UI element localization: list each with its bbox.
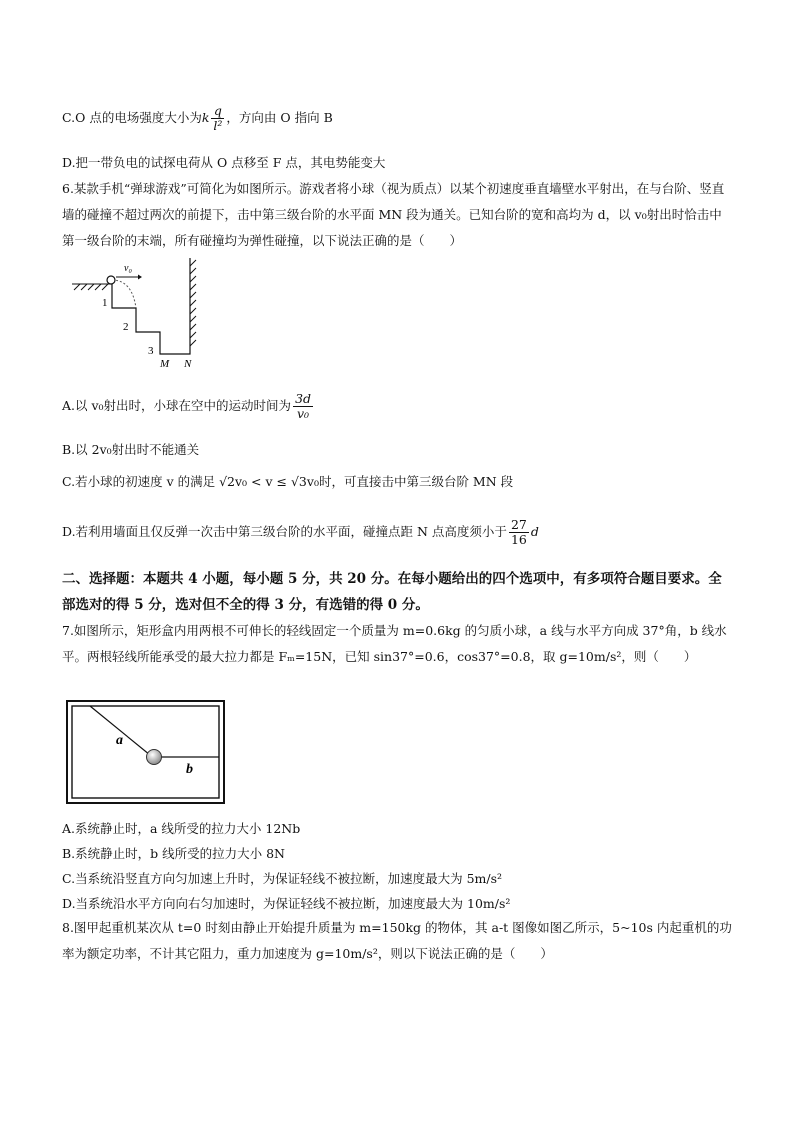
label-step-1: 1 (102, 297, 108, 309)
q6-option-c: C.若小球的初速度 v 的满足 √2v₀ < v ≤ √3v₀时，可直接击中第三级台阶 MN 段 (62, 474, 514, 489)
ball (107, 276, 115, 284)
label-N: N (184, 358, 192, 370)
q5-option-c-denominator: l² (213, 118, 223, 133)
wall-hatching (190, 260, 196, 346)
label-step-3: 3 (148, 345, 154, 357)
q5-option-c-numerator: q (211, 104, 224, 119)
q7-figure-box (66, 700, 226, 806)
q6-option-d-numerator: 27 (510, 517, 527, 532)
q7-option-a: A.系统静止时，a 线所受的拉力大小 12Nb (62, 821, 301, 836)
q5-option-c-direction: ，方向由 O 指向 B (226, 110, 333, 125)
label-b: b (186, 762, 193, 777)
q6-option-d-text: D.若利用墙面且仅反弹一次击中第三级台阶的水平面，碰撞点距 N 点高度须小于 (62, 524, 507, 539)
ball-7 (147, 750, 162, 765)
q5-option-c-text: C.O 点的电场强度大小为 (62, 110, 202, 125)
label-v0: v₀ (124, 263, 132, 274)
q8-stem: 8.图甲起重机某次从 t=0 时刻由静止开始提升质量为 m=150kg 的物体，其 a-t 图像如图乙所示，5~10s 内起重机的功率为额定功率，不计其它阻力，重力加速度为 g=10m/s²，则以下说法正确的是（ ） (62, 920, 732, 961)
label-step-2: 2 (123, 321, 129, 333)
q6-option-d-fraction (509, 518, 529, 547)
q6-option-d-denominator: 16 (510, 532, 527, 547)
q5-option-c (62, 104, 333, 133)
q7-option-b: B.系统静止时，b 线所受的拉力大小 8N (62, 846, 285, 861)
q6-option-a-numerator: 3d (295, 391, 312, 406)
q6-option-d-unit: d (530, 524, 539, 539)
q7-option-c: C.当系统沿竖直方向匀加速上升时，为保证轻线不被拉断，加速度最大为 5m/s² (62, 871, 503, 886)
q6-stem: 6.某款手机“弹球游戏”可简化为如图所示。游戏者将小球（视为质点）以某个初速度垂直墙壁水平射出，在与台阶、竖直墙的碰撞不超过两次的前提下，击中第三级台阶的水平面 MN 段为通关。已知台阶的宽和高均为 d，以 v₀射出时恰击中第一级台阶的末端，所有碰撞均为弹性碰撞，以下说法正确的是（ ） (62, 181, 725, 248)
label-a: a (116, 733, 123, 748)
q6-option-d (62, 518, 539, 547)
trajectory-dashed (112, 280, 136, 308)
q5-option-c-k: k (201, 110, 210, 125)
q6-option-a-fraction (293, 392, 313, 421)
section-2-header: 二、选择题：本题共 4 小题，每小题 5 分，共 20 分。在每小题给出的四个选项中，有多项符合题目要求。全部选对的得 5 分，选对但不全的得 3 分，有选错的得 0 分。 (62, 571, 722, 613)
q6-option-a-text: A.以 v₀射出时，小球在空中的运动时间为 (62, 398, 292, 413)
q5-option-c-fraction (211, 104, 224, 133)
q6-figure-steps (68, 256, 218, 372)
q6-option-b: B.以 2v₀射出时不能通关 (62, 442, 200, 457)
q7-option-d: D.当系统沿水平方向向右匀加速时，为保证轻线不被拉断，加速度最大为 10m/s² (62, 896, 511, 911)
q7-stem: 7.如图所示，矩形盒内用两根不可伸长的轻线固定一个质量为 m=0.6kg 的匀质小球，a 线与水平方向成 37°角，b 线水平。两根轻线所能承受的最大拉力都是 Fₘ=15N，已知 sin37°=0.6，cos37°=0.8，取 g=10m/s²，则（ ） (62, 623, 727, 664)
q6-option-a (62, 392, 315, 421)
label-M: M (160, 358, 170, 370)
q5-option-d: D.把一带负电的试探电荷从 O 点移至 F 点，其电势能变大 (62, 155, 386, 170)
q6-option-a-denominator: v₀ (297, 406, 310, 421)
ground-hatching (72, 284, 112, 290)
